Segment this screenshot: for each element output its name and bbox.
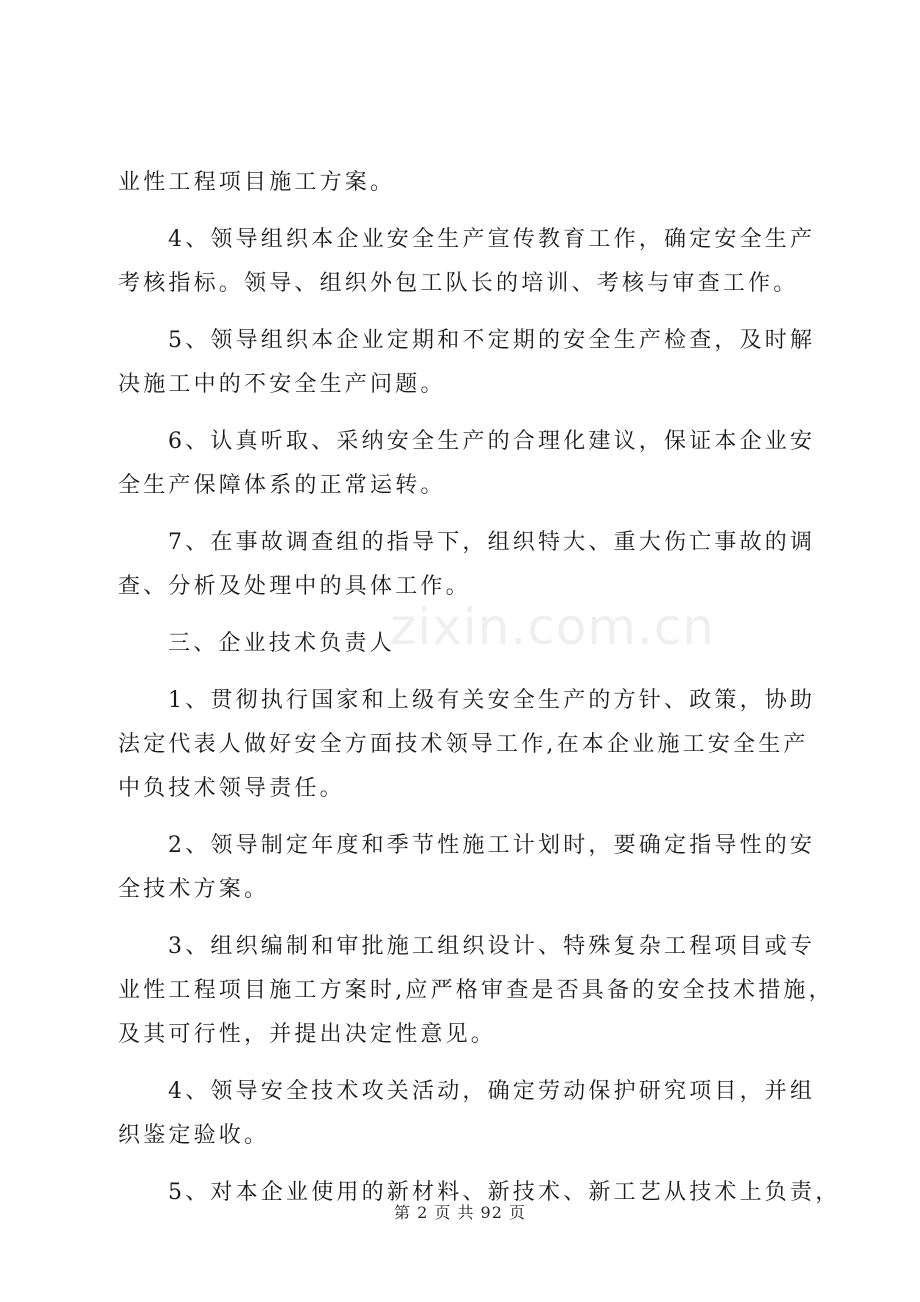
text-line: 业性工程项目施工方案时,应严格审查是否具备的安全技术措施， (118, 978, 834, 1003)
text-line: 业性工程项目施工方案。 (118, 170, 396, 195)
text-line: 中负技术领导责任。 (118, 776, 345, 801)
text-line: 2、领导制定年度和季节性施工计划时，要确定指导性的安 (168, 833, 816, 858)
text-line: 3、组织编制和审批施工组织设计、特殊复杂工程项目或专 (168, 934, 816, 959)
text-line: 7、在事故调查组的指导下，组织特大、重大伤亡事故的调 (168, 530, 816, 555)
text-line: 5、领导组织本企业定期和不定期的安全生产检查，及时解 (168, 328, 816, 353)
text-line: 三、企业技术负责人 (168, 631, 395, 656)
text-line: 查、分析及处理中的具体工作。 (118, 574, 471, 599)
page-footer: 第 2 页 共 92 页 (394, 1203, 526, 1222)
watermark: zixin.com.cn (390, 598, 716, 656)
text-line: 织鉴定验收。 (118, 1123, 270, 1148)
text-line: 全技术方案。 (118, 877, 270, 902)
text-line: 4、领导安全技术攻关活动，确定劳动保护研究项目，并组 (168, 1079, 816, 1104)
text-line: 5、对本企业使用的新材料、新技术、新工艺从技术上负责， (168, 1180, 841, 1205)
text-line: 及其可行性，并提出决定性意见。 (118, 1022, 497, 1047)
text-line: 全生产保障体系的正常运转。 (118, 473, 446, 498)
text-line: 考核指标。领导、组织外包工队长的培训、考核与审查工作。 (118, 271, 799, 296)
text-line: 决施工中的不安全生产问题。 (118, 372, 446, 397)
text-line: 1、贯彻执行国家和上级有关安全生产的方针、政策，协助 (168, 688, 816, 713)
text-line: 6、认真听取、采纳安全生产的合理化建议，保证本企业安 (168, 429, 816, 454)
text-line: 4、领导组织本企业安全生产宣传教育工作，确定安全生产 (168, 227, 816, 252)
text-line: 法定代表人做好安全方面技术领导工作,在本企业施工安全生产 (118, 732, 809, 757)
